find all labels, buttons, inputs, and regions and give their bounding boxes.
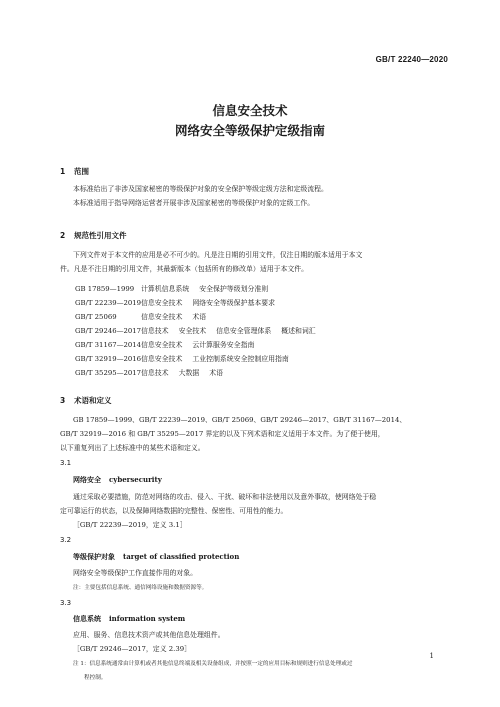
reference-part: 计算机信息系统 <box>141 285 190 293</box>
term-chinese: 网络安全 <box>73 476 101 484</box>
reference-item <box>75 297 285 307</box>
reference-item <box>75 325 326 335</box>
term-number: 3.1 <box>60 459 72 467</box>
paragraph: GB/T 32919—2016 和 GB/T 35295—2017 界定的以及下列术语和定义适用于本文件。为了便于使用， <box>60 430 385 438</box>
reference-item <box>75 339 264 349</box>
term-chinese: 信息系统 <box>73 615 101 623</box>
reference-code: GB/T 29246—2017 <box>75 327 142 335</box>
reference-item <box>75 353 299 363</box>
paragraph: 下列文件对于本文件的应用是必不可少的。凡是注日期的引用文件，仅注日期的版本适用于本文 <box>73 251 363 259</box>
reference-part: 信息安全技术 <box>141 341 183 349</box>
term-note-continuation: 程控制。 <box>84 675 107 681</box>
term-english: cybersecurity <box>109 475 162 484</box>
reference-part: 概述和词汇 <box>281 327 316 335</box>
reference-part: 工业控制系统安全控制应用指南 <box>192 355 289 363</box>
reference-part: 安全技术 <box>178 327 207 335</box>
page-number: 1 <box>429 652 434 660</box>
reference-part: 信息技术 <box>141 369 169 377</box>
document-title-line1: 信息安全技术 <box>212 103 288 118</box>
reference-part: 网络安全等级保护基本要求 <box>192 299 276 307</box>
reference-part: 信息安全技术 <box>141 355 183 363</box>
section-title: 术语和定义 <box>74 396 112 405</box>
term-definition: 通过采取必要措施，防范对网络的攻击、侵入、干扰、破坏和非法使用以及意外事故，使网络处于稳 <box>73 493 377 501</box>
term-english: target of classified protection <box>123 552 240 561</box>
term-source: ［GB/T 22239—2019，定义 3.1］ <box>73 521 187 529</box>
reference-code: GB/T 32919—2016 <box>75 355 142 363</box>
reference-code: GB/T 25069 <box>75 313 117 321</box>
reference-part: 信息安全技术 <box>141 299 183 307</box>
paragraph: 以下重复列出了上述标准中的某些术语和定义。 <box>60 444 205 452</box>
reference-part: 术语 <box>192 313 207 321</box>
section-number: 2 <box>60 231 66 240</box>
section-1-heading <box>60 166 89 177</box>
standard-number: GB/T 22240—2020 <box>375 55 448 64</box>
term-heading <box>73 614 185 624</box>
reference-code: GB 17859—1999 <box>75 285 135 293</box>
term-heading <box>73 475 162 485</box>
reference-code: GB/T 22239—2019 <box>75 299 142 307</box>
paragraph: 本标准适用于指导网络运营者开展非涉及国家秘密的等级保护对象的定级工作。 <box>73 199 315 207</box>
reference-part: 信息技术 <box>141 327 169 335</box>
document-title-line2: 网络安全等级保护定级指南 <box>174 123 325 138</box>
term-heading <box>73 552 239 562</box>
section-number: 3 <box>60 396 66 405</box>
term-definition: 定可靠运行的状态，以及保障网络数据的完整性、保密性、可用性的能力。 <box>60 507 288 515</box>
reference-part: 信息安全技术 <box>141 313 183 321</box>
term-definition: 应用、服务、信息技术资产或其他信息处理组件。 <box>73 631 225 639</box>
term-number: 3.3 <box>60 599 72 607</box>
reference-code: GB/T 31167—2014 <box>75 341 142 349</box>
term-note: 注 1：信息系统通常由计算机或者其他信息终端及相关设备组成，并按照一定的应用目标和规则进行信息处理或过 <box>73 661 353 667</box>
reference-part: 大数据 <box>178 369 200 377</box>
term-note: 注：主要包括信息系统、通信网络设施和数据资源等。 <box>73 585 208 591</box>
term-number: 3.2 <box>60 536 72 544</box>
section-3-heading <box>60 395 112 406</box>
section-title: 规范性引用文件 <box>74 231 127 240</box>
reference-item <box>75 311 216 321</box>
reference-code: GB/T 35295—2017 <box>75 369 142 377</box>
reference-item <box>75 367 233 377</box>
section-number: 1 <box>60 167 66 176</box>
reference-part: 安全保护等级划分准则 <box>199 285 269 293</box>
term-english: information system <box>109 614 186 623</box>
reference-part: 术语 <box>209 369 224 377</box>
reference-part: 云计算服务安全指南 <box>192 341 255 349</box>
reference-part: 信息安全管理体系 <box>216 327 272 335</box>
section-title: 范围 <box>74 167 89 176</box>
paragraph: 件。凡是不注日期的引用文件，其最新版本（包括所有的修改单）适用于本文件。 <box>60 265 309 273</box>
term-source: ［GB/T 29246—2017，定义 2.39］ <box>73 645 192 653</box>
paragraph: GB 17859—1999、GB/T 22239—2019、GB/T 25069、GB/T 29246—2017、GB/T 31167—2014、 <box>73 416 407 424</box>
term-chinese: 等级保护对象 <box>73 553 115 561</box>
section-2-heading <box>60 230 127 241</box>
paragraph: 本标准给出了非涉及国家秘密的等级保护对象的安全保护等级定级方法和定级流程。 <box>73 185 328 193</box>
reference-item <box>75 283 278 293</box>
term-definition: 网络安全等级保护工作直接作用的对象。 <box>73 569 198 577</box>
